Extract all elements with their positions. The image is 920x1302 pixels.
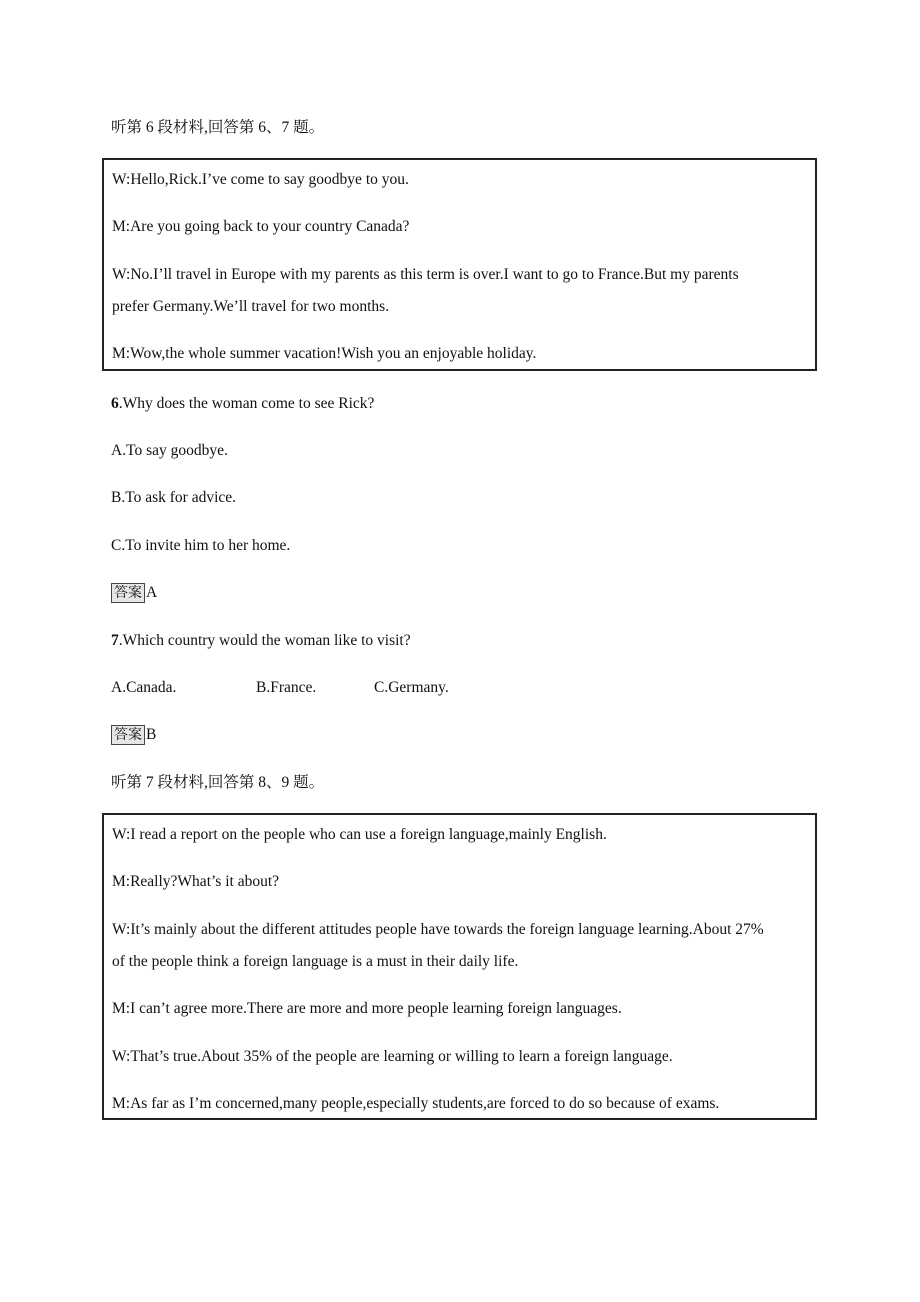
dialogue-line: of the people think a foreign language is a must in their daily life. xyxy=(112,953,519,970)
section7-heading: 听第 7 段材料,回答第 8、9 题。 xyxy=(111,774,325,791)
answer-tag: 答案 xyxy=(111,725,145,745)
question-6 xyxy=(111,394,374,414)
section6-heading: 听第 6 段材料,回答第 6、7 题。 xyxy=(111,119,325,136)
dialogue-line: W:I read a report on the people who can use a foreign language,mainly English. xyxy=(112,826,607,843)
dialogue-line: W:No.I’ll travel in Europe with my parents as this term is over.I want to go to France.But my parents xyxy=(112,266,739,283)
question-7 xyxy=(111,631,411,651)
q6-answer xyxy=(111,583,157,603)
q6-option-c: C.To invite him to her home. xyxy=(111,537,291,554)
dialogue-line: M:As far as I’m concerned,many people,especially students,are forced to do so because of exams. xyxy=(112,1095,720,1112)
q7-option-b: B.France. xyxy=(256,679,317,696)
dialogue6-box xyxy=(102,158,817,371)
answer-value: A xyxy=(146,584,158,601)
question-number: 7 xyxy=(111,632,119,649)
q6-option-a: A.To say goodbye. xyxy=(111,442,228,459)
dialogue-line: W:That’s true.About 35% of the people are learning or willing to learn a foreign language. xyxy=(112,1048,673,1065)
q6-option-b: B.To ask for advice. xyxy=(111,489,237,506)
dialogue-line: M:Are you going back to your country Canada? xyxy=(112,218,410,235)
dialogue-line: W:It’s mainly about the different attitudes people have towards the foreign language learning.About 27% xyxy=(112,921,764,938)
answer-tag: 答案 xyxy=(111,583,145,603)
dialogue-line: M:Wow,the whole summer vacation!Wish you an enjoyable holiday. xyxy=(112,345,537,362)
dialogue-line: prefer Germany.We’ll travel for two months. xyxy=(112,298,390,315)
answer-value: B xyxy=(146,726,157,743)
question-number: 6 xyxy=(111,395,119,412)
dialogue-line: M:Really?What’s it about? xyxy=(112,873,280,890)
q7-option-a: A.Canada. xyxy=(111,679,177,696)
q7-answer xyxy=(111,725,156,745)
dialogue-line: W:Hello,Rick.I’ve come to say goodbye to you. xyxy=(112,171,409,188)
question-text: .Which country would the woman like to visit? xyxy=(118,632,411,649)
dialogue7-box xyxy=(102,813,817,1120)
q7-option-c: C.Germany. xyxy=(374,679,449,696)
dialogue-line: M:I can’t agree more.There are more and more people learning foreign languages. xyxy=(112,1000,622,1017)
q7-options xyxy=(111,678,449,698)
question-text: .Why does the woman come to see Rick? xyxy=(118,395,375,412)
